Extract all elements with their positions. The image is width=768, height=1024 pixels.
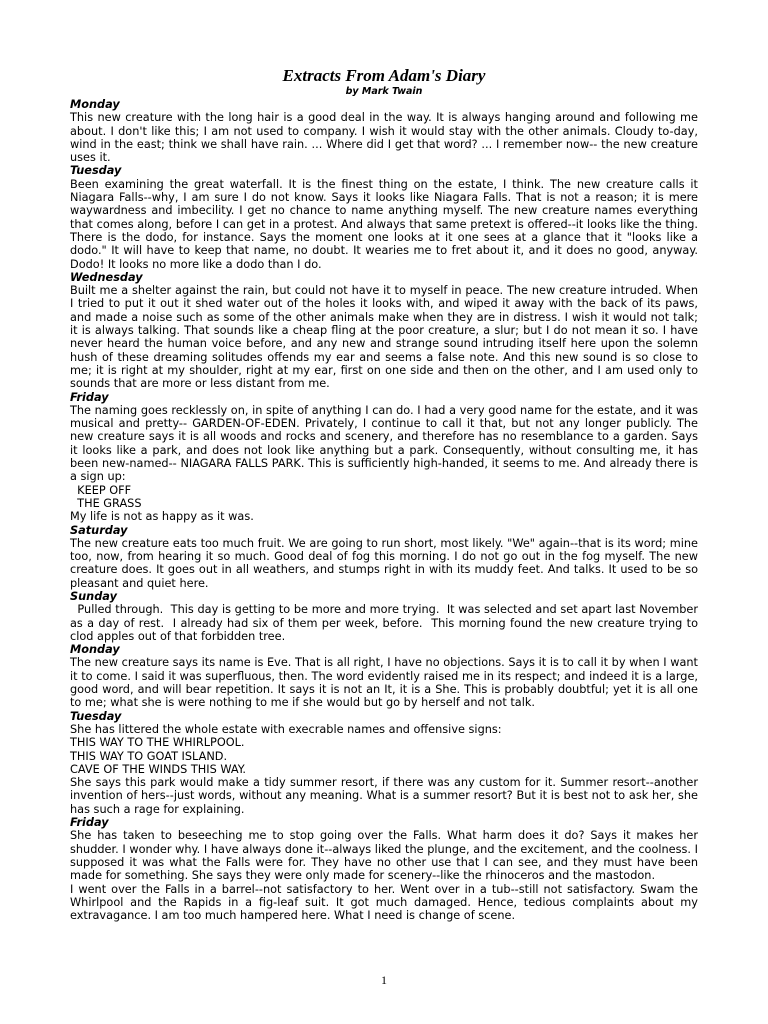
sign-text-whirlpool: THIS WAY TO THE WHIRLPOOL. (70, 736, 245, 750)
diary-page (70, 66, 702, 923)
entry-day: Monday (70, 98, 120, 111)
entry-paragraph: The naming goes recklessly on, in spite of anything I can do. I had a very good name for the estate, and it was musical and pretty-- GARDEN-OF-EDEN. Privately, I continue to call it that, but not any longer publicly. The new creature says it is all woods and rocks and scenery, and therefore has no resemblance to a garden. Says it looks like a park, and does not look like anything but a park. Consequently, without consulting me, it has been new-named-- NIAGARA FALLS PARK. This is sufficiently high-handed, it seems to me. And already there is a sign up: (70, 403, 698, 484)
diary-entry (70, 98, 698, 164)
entry-paragraph: Been examining the great waterfall. It is the finest thing on the estate, I think. The new creature calls it Niagara Falls--why, I am sure I do not know. Says it looks like Niagara Falls. That is not a reason; it is mere waywardness and imbecility. I get no chance to name anything myself. The new creature names everything that comes along, before I can get in a protest. And always that same pretext is offered--it looks like the thing. There is the dodo, for instance. Says the moment one looks at it one sees at a glance that it "looks like a dodo." It will have to keep that name, no doubt. It wearies me to fret about it, and it does no good, anyway. Dodo! It looks no more like a dodo than I do. (70, 177, 698, 271)
entry-paragraph: The new creature says its name is Eve. That is all right, I have no objections. Says it is to call it by when I want it to come. I said it was superfluous, then. The word evidently raised me in its respect; and indeed it is a large, good word, and will bear repetition. It says it is not an It, it is a She. This is probably doubtful; yet it is all one to me; what she is were nothing to me if she would but go by herself and not talk. (70, 656, 698, 710)
entry-paragraph: She has littered the whole estate with execrable names and offensive signs: (70, 722, 502, 736)
entry-day: Friday (70, 390, 109, 404)
entry-paragraph: Built me a shelter against the rain, but could not have it to myself in peace. The new creature intruded. When I tried to put it out it shed water out of the holes it looks with, and wiped it away with the back of its paws, and made a noise such as some of the other animals make when they are in distress. I wish it would not talk; it is always talking. That sounds like a cheap fling at the poor creature, a slur; but I do not mean it so. I have never heard the human voice before, and any new and strange sound intruding itself here upon the solemn hush of these dreaming solitudes offends my ear and seems a false note. And this new sound is so close to me; it is right at my shoulder, right at my ear, first on one side and then on the other, and I am used only to sounds that are more or less distant from me. (70, 284, 698, 391)
entry-paragraph: She has taken to beseeching me to stop going over the Falls. What harm does it do? Says it makes her shudder. I wonder why. I have always done it--always liked the plunge, and the excitement, and the coolness. I supposed it was what the Falls were for. They have no other use that I can see, and they must have been made for something. She says they were only made for scenery--like the rhinoceros and the mastodon. (70, 829, 698, 883)
sign-text-cave-of-the-winds: CAVE OF THE WINDS THIS WAY. (70, 762, 246, 776)
diary-entries (70, 98, 702, 923)
entry-day: Tuesday (70, 709, 122, 723)
entry-day: Friday (70, 816, 109, 830)
diary-entry (70, 271, 698, 391)
entry-day: Monday (70, 643, 120, 657)
diary-entry (70, 524, 698, 590)
diary-entry (70, 391, 698, 524)
entry-paragraph: This new creature with the long hair is a good deal in the way. It is always hanging around and following me about. I don't like this; I am not used to company. I wish it would stay with the other animals. Cloudy to-day, wind in the east; think we shall have rain. ... Where did I get that word? ... I remember now-- the new creature uses it. (70, 111, 698, 165)
diary-entry (70, 164, 698, 270)
diary-entry (70, 643, 698, 709)
entry-line: My life is not as happy as it was. (70, 510, 254, 524)
entry-paragraph: The new creature eats too much fruit. We are going to run short, most likely. "We" again--that is its word; mine too, now, from hearing it so much. Good deal of fog this morning. I do not go out in the fog myself. The new creature does. It goes out in all weathers, and stumps right in with its muddy feet. And talks. It used to be so pleasant and quiet here. (70, 536, 698, 590)
entry-day: Sunday (70, 589, 117, 603)
author-byline: by Mark Twain (345, 86, 423, 97)
entry-day: Wednesday (70, 270, 143, 284)
sign-text-goat-island: THIS WAY TO GOAT ISLAND. (70, 749, 228, 763)
sign-text-keep-off: KEEP OFF (70, 483, 132, 497)
document-title: Extracts From Adam's Diary (282, 66, 486, 85)
diary-entry (70, 589, 702, 643)
entry-paragraph: She says this park would make a tidy summer resort, if there was any custom for it. Summer resort--another invention of hers--just words, without any meaning. What is a summer resort? But it is best not to ask her, she has such a rage for explaining. (70, 776, 698, 816)
page-number: 1 (381, 973, 387, 987)
sign-text-the-grass: THE GRASS (70, 496, 142, 510)
entry-day: Saturday (70, 523, 128, 537)
diary-entry (70, 710, 698, 816)
entry-paragraph: Pulled through. This day is getting to be more and more trying. It was selected and set apart last November as a day of rest. I already had six of them per week, before. This morning found the new creature trying to clod apples out of that forbidden tree. (70, 603, 702, 643)
entry-paragraph: I went over the Falls in a barrel--not satisfactory to her. Went over in a tub--still not satisfactory. Swam the Whirlpool and the Rapids in a fig-leaf suit. It got much damaged. Hence, tedious complaints about my extravagance. I am too much hampered here. What I need is change of scene. (70, 882, 698, 923)
entry-day: Tuesday (70, 164, 122, 178)
diary-entry (70, 816, 698, 922)
